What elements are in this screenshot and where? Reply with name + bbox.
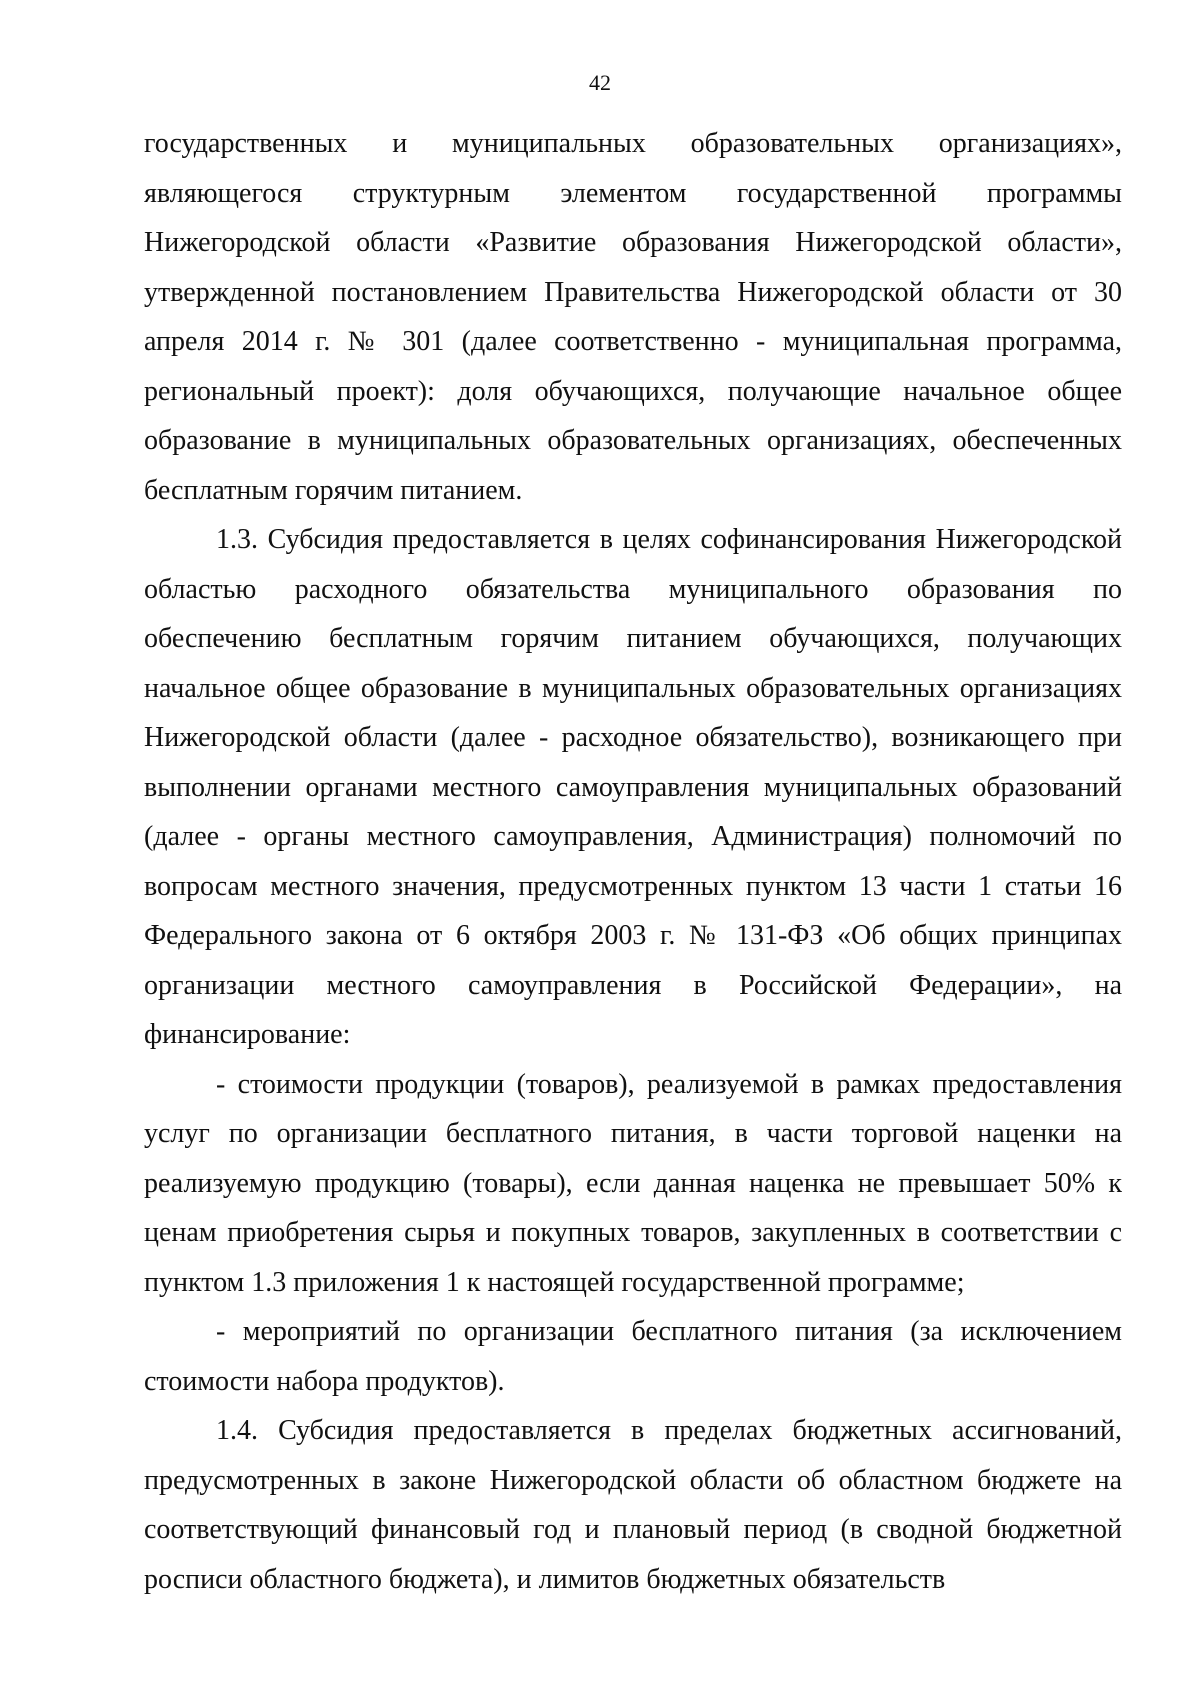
paragraph-continuation: государственных и муниципальных образовательных организациях», являющегося структурным элементом государственной программы Нижегородской области «Развитие образования Нижегородской области», утвержденной постановлением Правительства Нижегородской области от 30 апреля 2014 г. № 301 (далее соответственно - муниципальная программа, региональный проект): доля обучающихся, получающие начальное общее образование в муниципальных образовательных организациях, обеспеченных бесплатным горячим питанием.: [144, 128, 1122, 506]
paragraph-item-activities: - мероприятий по организации бесплатного питания (за исключением стоимости набора продуктов).: [144, 1316, 1122, 1397]
paragraph-clause-1-3: 1.3. Субсидия предоставляется в целях софинансирования Нижегородской областью расходного обязательства муниципального образования по обеспечению бесплатным горячим питанием обучающихся, получающих начальное общее образование в муниципальных образовательных организациях Нижегородской области (далее - расходное обязательство), возникающего при выполнении органами местного самоуправления муниципальных образований (далее - органы местного самоуправления, Администрация) полномочий по вопросам местного значения, предусмотренных пунктом 13 части 1 статьи 16 Федерального закона от 6 октября 2003 г. № 131-ФЗ «Об общих принципах организации местного самоуправления в Российской Федерации», на финансирование:: [144, 524, 1122, 1050]
document-body: [144, 119, 1122, 1604]
page-number: 42: [589, 70, 611, 95]
paragraph-clause-1-4: 1.4. Субсидия предоставляется в пределах бюджетных ассигнований, предусмотренных в законе Нижегородской области об областном бюджете на соответствующий финансовый год и плановый период (в сводной бюджетной росписи областного бюджета), и лимитов бюджетных обязательств: [144, 1415, 1122, 1595]
paragraph-item-cost-of-products: - стоимости продукции (товаров), реализуемой в рамках предоставления услуг по организации бесплатного питания, в части торговой наценки на реализуемую продукцию (товары), если данная наценка не превышает 50% к ценам приобретения сырья и покупных товаров, закупленных в соответствии с пунктом 1.3 приложения 1 к настоящей государственной программе;: [144, 1068, 1122, 1298]
